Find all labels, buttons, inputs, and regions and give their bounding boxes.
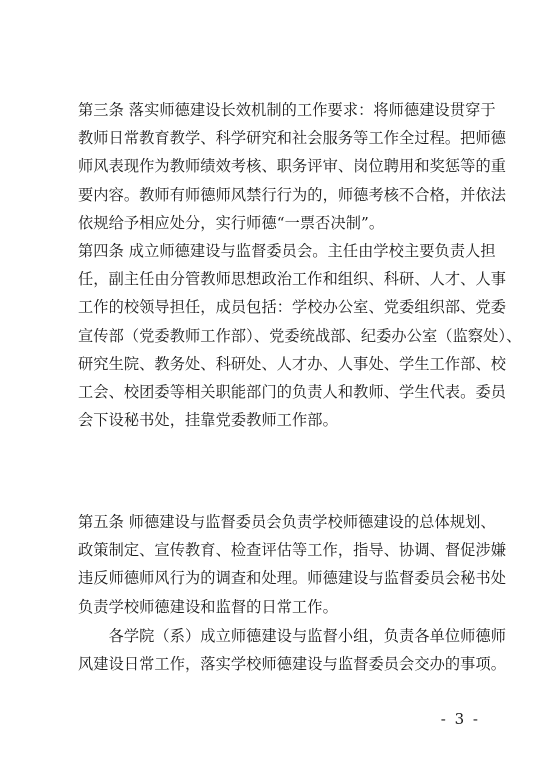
article-5-line: 负责学校师德建设和监督的日常工作。 (78, 597, 338, 616)
article-4-line: 任，副主任由分管教师思想政治工作和组织、科研、人才、人事 (78, 270, 507, 289)
article-4-line: 工作的校领导担任，成员包括：学校办公室、党委组织部、党委 (78, 298, 507, 317)
article-4-line: 第四条 成立师德建设与监督委员会。主任由学校主要负责人担 (78, 242, 496, 260)
article-5-line: 第五条 师德建设与监督委员会负责学校师德建设的总体规划、 (78, 513, 496, 531)
article-3-paragraph (78, 96, 507, 237)
article-5-subparagraph (78, 622, 507, 678)
article-4-line: 会下设秘书处，挂靠党委教师工作部。 (78, 411, 338, 430)
subparagraph-line: 各学院（系）成立师德建设与监督小组，负责各单位师德师 (78, 627, 507, 645)
article-3-line: 教师日常教育教学、科学研究和社会服务等工作全过程。把师德 (78, 129, 507, 148)
page-number: - 3 - (440, 710, 480, 728)
subparagraph-line: 风建设日常工作，落实学校师德建设与监督委员会交办的事项。 (78, 655, 507, 674)
article-3-line: 第三条 落实师德建设长效机制的工作要求：将师德建设贯穿于 (78, 101, 496, 119)
article-4-paragraph (78, 237, 522, 434)
article-4-line: 研究生院、教务处、科研处、人才办、人事处、学生工作部、校 (78, 354, 507, 373)
article-5-line: 违反师德师风行为的调查和处理。师德建设与监督委员会秘书处 (78, 569, 507, 588)
article-3-line: 师风表现作为教师绩效考核、职务评审、岗位聘用和奖惩等的重 (78, 157, 507, 176)
article-5-paragraph (78, 508, 507, 621)
article-3-line: 要内容。教师有师德师风禁行行为的，师德考核不合格，并依法 (78, 185, 507, 204)
article-4-line: 宣传部（党委教师工作部）、党委统战部、纪委办公室（监察处）、 (78, 326, 522, 345)
article-3-line: 依规给予相应处分，实行师德“一票否决制”。 (78, 213, 385, 232)
article-4-line: 工会、校团委等相关职能部门的负责人和教师、学生代表。委员 (78, 383, 507, 402)
article-5-line: 政策制定、宣传教育、检查评估等工作，指导、协调、督促涉嫌 (78, 541, 507, 560)
